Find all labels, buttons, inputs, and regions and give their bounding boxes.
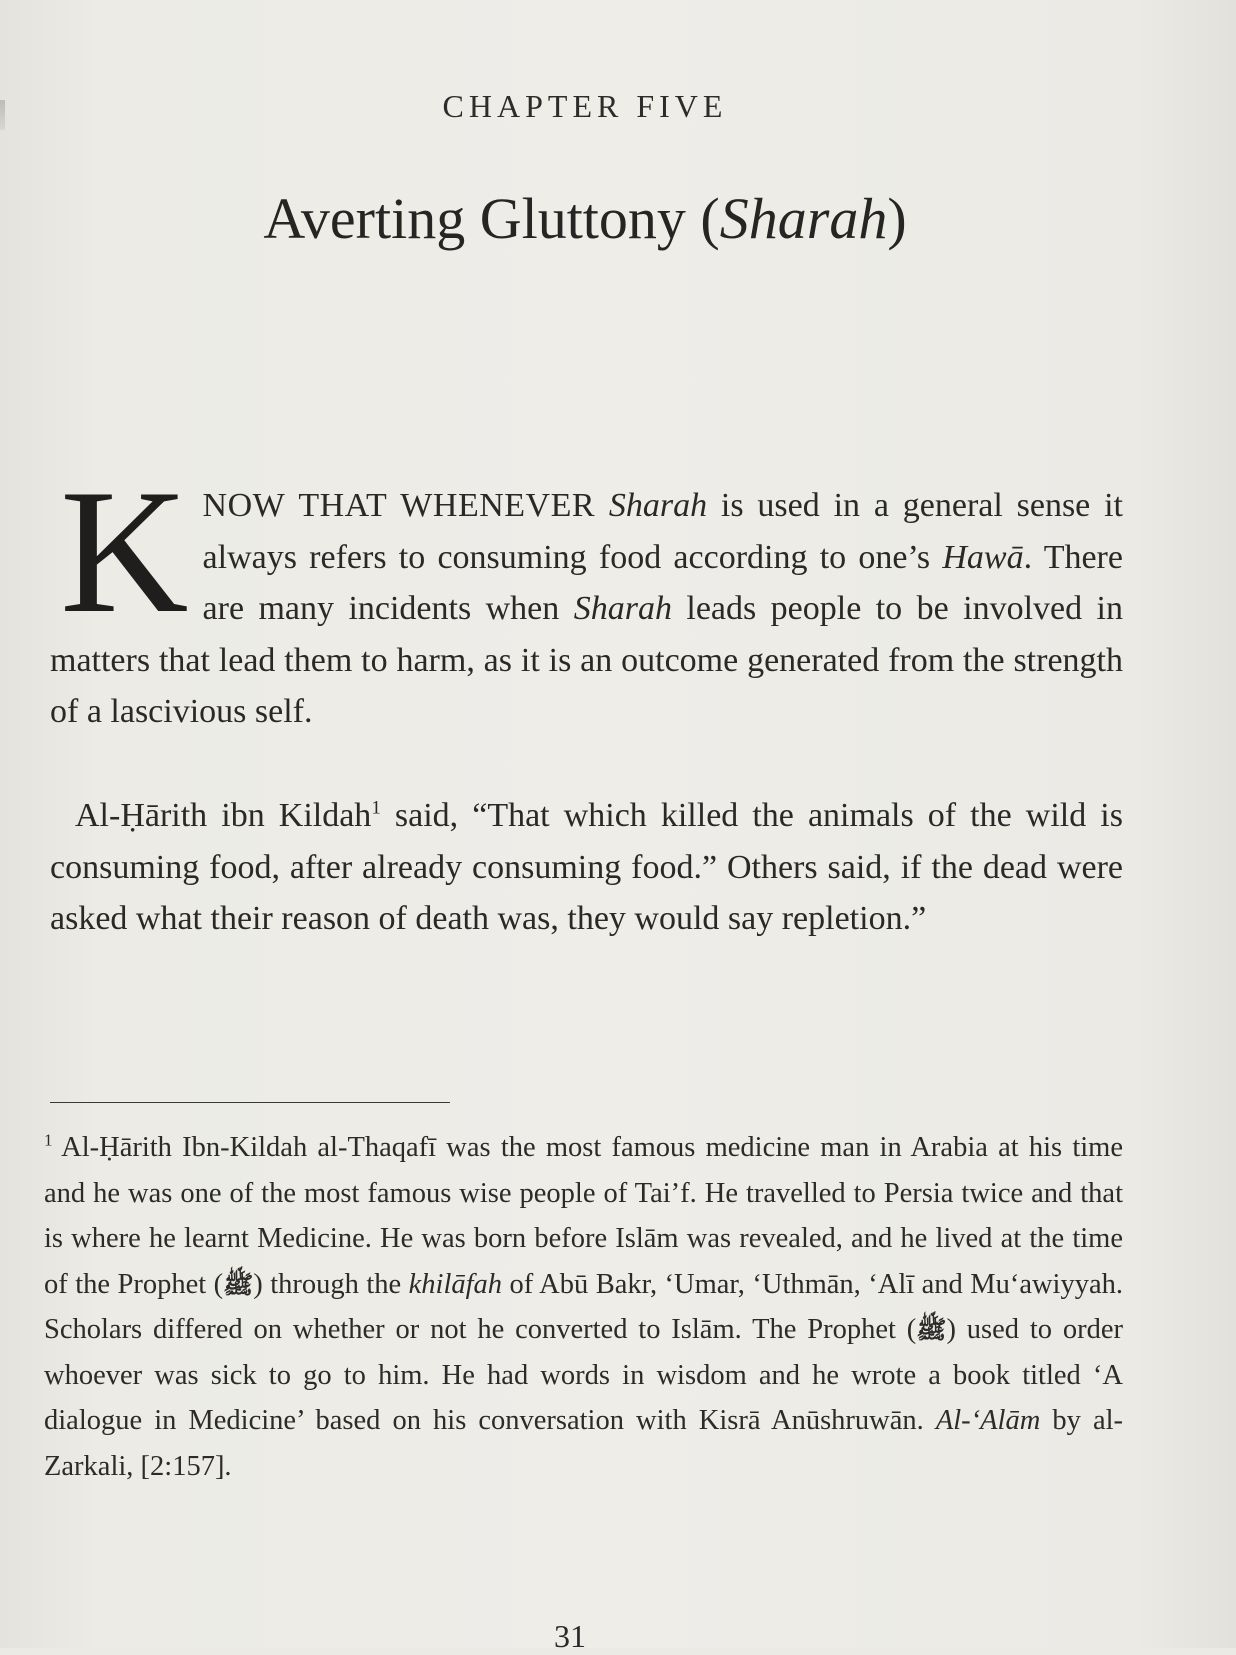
paragraph-2-text: said, “That which killed the animals of the wild is consuming food, after already consuming food.” Others said, if the dead were asked what their reason of death was, they would say repletion.” <box>50 797 1123 937</box>
footnote-divider <box>50 1102 450 1103</box>
term-sharah-2: Sharah <box>573 590 672 627</box>
footnote-text-4: ) used to order whoever was sick to go to him. He had words in wisdom and he wrote a book titled ‘A dialogue in Medicine’ based on his conversation with Kisrā Anūshruwān. <box>44 1314 1124 1436</box>
term-sharah-1: Sharah <box>608 487 708 524</box>
chapter-label: CHAPTER FIVE <box>442 88 728 124</box>
drop-cap: K <box>60 452 189 650</box>
paragraph-1-text-1: is used in a general sense it always refers to consuming food according to one’s <box>202 487 1123 576</box>
footnote-text-2: ) through the <box>253 1268 409 1300</box>
chapter-title-main: Averting Gluttony ( <box>263 186 720 251</box>
footnote-reference[interactable]: 1 <box>371 797 381 819</box>
footnote-marker: 1 <box>44 1130 53 1150</box>
salutation-icon: ﷺ <box>223 1271 254 1299</box>
term-hawa: Hawā <box>942 538 1024 576</box>
source-title: Al-‘Alām <box>935 1405 1041 1436</box>
paragraph-2 <box>50 790 1123 945</box>
paragraph-2-name: Al-Ḥārith ibn Kildah <box>75 797 372 834</box>
footnote-text-1: Al-Ḥārith Ibn-Kildah al-Thaqafī was the most famous medicine man in Arabia at his time and he was one of the most famous wise people of Tai’f. He travelled to Persia twice and that is where he learnt Medicine. He was born before Islām was revealed, and he lived at the time of the Prophet ( <box>44 1132 1123 1300</box>
footnote-text-3: of Abū Bakr, ‘Umar, ‘Uthmān, ‘Alī and Mu‘awiyyah. Scholars differed on whether or not he converted to Islām. The Prophet ( <box>44 1268 1123 1345</box>
paragraph-1-text-3: leads people to be involved in matters that lead them to harm, as it is an outcome generated from the strength of a lascivious self. <box>50 590 1123 730</box>
footnote <box>44 1125 1123 1489</box>
source-citation: by al-Zarkali, [2:157]. <box>44 1405 1124 1482</box>
lead-caps: NOW THAT WHENEVER <box>202 487 596 524</box>
chapter-title-italic: Sharah <box>719 186 888 251</box>
paragraph-1 <box>50 452 1123 738</box>
page-number: 31 <box>554 1618 586 1654</box>
paragraph-1-text-2: . There are many incidents when <box>202 538 1123 627</box>
chapter-title-close: ) <box>887 186 907 251</box>
term-khilafah: khilāfah <box>408 1268 503 1300</box>
chapter-title <box>0 185 1170 252</box>
salutation-icon: ﷺ <box>916 1317 947 1344</box>
